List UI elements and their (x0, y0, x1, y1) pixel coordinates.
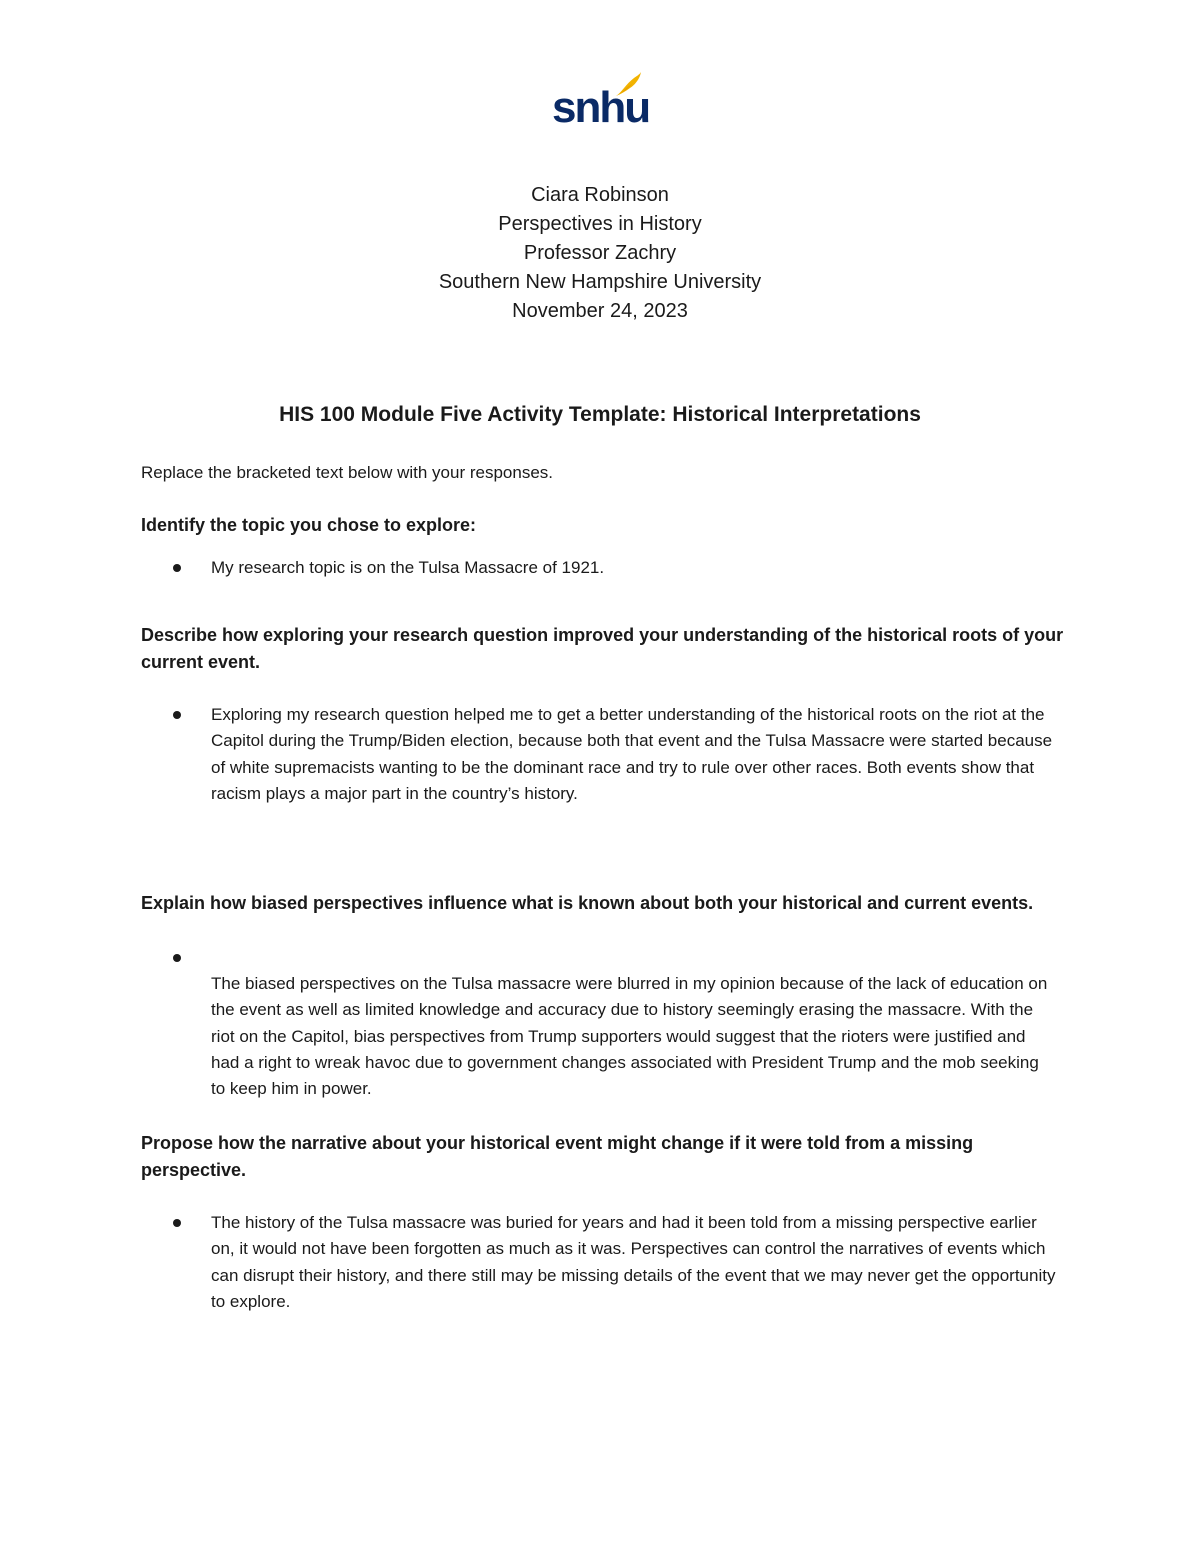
answer-2: Exploring my research question helped me to get a better understanding of the historical roots on the riot at the Capitol during the Trump/Biden election, because both that event and the Tulsa Massacre were started because of white supremacists wanting to be the dominant race and try to rule over other races. Both events show that racism plays a major part in the country’s history. (211, 705, 1053, 803)
answer-3: The biased perspectives on the Tulsa massacre were blurred in my opinion because of the lack of education on the event as well as limited knowledge and accuracy due to history seemingly erasing the massacre. With the riot on the Capitol, bias perspectives from Trump supporters would suggest that the rioters were justified and had a right to wreak havoc due to government changes associated with President Trump and the mob seeking to keep him in power. (211, 974, 1048, 1099)
document-title: HIS 100 Module Five Activity Template: Historical Interpretations (279, 403, 921, 426)
question-4: Propose how the narrative about your historical event might change if it were told from a missing perspective. (141, 1133, 974, 1180)
course-name: Perspectives in History (498, 213, 702, 235)
question-3: Explain how biased perspectives influence what is known about both your historical and current events. (141, 893, 1034, 913)
answer-1: My research topic is on the Tulsa Massacre of 1921. (211, 558, 605, 577)
submission-date: November 24, 2023 (512, 300, 688, 322)
snhu-logo (552, 72, 650, 134)
bullet-icon (173, 954, 181, 962)
bullet-icon (173, 1219, 181, 1227)
cover-header (0, 181, 1200, 326)
university-name: Southern New Hampshire University (438, 271, 762, 293)
logo-wordmark: snhu (552, 83, 650, 132)
answer-4: The history of the Tulsa massacre was buried for years and had it been told from a missing perspective earlier on, it would not have been forgotten as much as it was. Perspectives can control the narratives of events which can disrupt their history, and there still may be missing details of the event that we may never get the opportunity to explore. (211, 1213, 1056, 1311)
instructions-text: Replace the bracketed text below with your responses. (141, 463, 554, 482)
question-2: Describe how exploring your research question improved your understanding of the historical roots of your current event. (141, 625, 1064, 672)
bullet-icon (173, 711, 181, 719)
professor-name: Professor Zachry (523, 242, 677, 264)
bullet-icon (173, 564, 181, 572)
student-name: Ciara Robinson (531, 184, 669, 206)
question-1: Identify the topic you chose to explore: (141, 515, 477, 535)
